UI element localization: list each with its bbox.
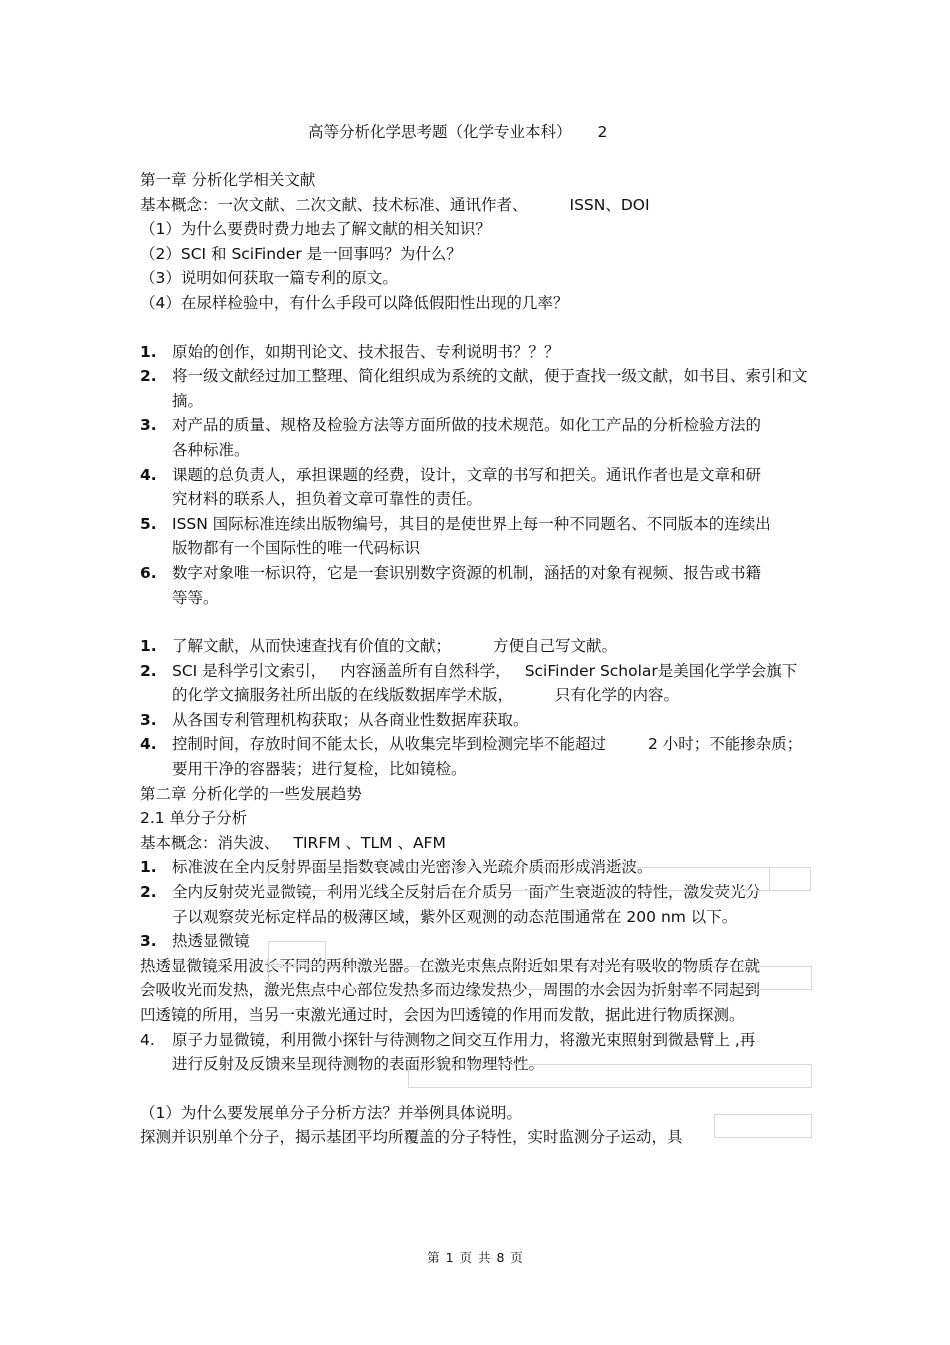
- question-1: （1）为什么要费时费力地去了解文献的相关知识？: [140, 220, 491, 239]
- answer-item: 3. 从各国专利管理机构获取；从各商业性数据库获取。: [140, 710, 529, 729]
- definition-item: 2. 将一级文献经过加工整理、简化组织成为系统的文献，便于查找一级文献，如书目、索引和文摘。: [140, 367, 808, 410]
- question-4: （4）在尿样检验中，有什么手段可以降低假阳性出现的几率？: [140, 293, 569, 312]
- definition-item: 3. 热透显微镜: [140, 932, 250, 951]
- definition-item: 5. ISSN 国际标准连续出版物编号，其目的是使世界上每一种不同题名、不同版本的连续出版物都有一个国际性的唯一代码标识: [140, 514, 771, 558]
- definition-item: 4. 原子力显微镜，利用微小探针与待测物之间交互作用力，将激光束照射到微悬臂上 ,再进行反射及反馈来呈现待测物的表面形貌和物理特性。: [140, 1030, 756, 1074]
- chapter-1-heading: 第一章 分析化学相关文献: [140, 171, 316, 189]
- title-text: 高等分析化学思考题（化学专业本科）: [308, 123, 572, 141]
- definition-item: 2. 全内反射荧光显微镜，利用光线全反射后在介质另一面产生衰逝波的特性，激发荧光分子以观察荧光标定样品的极薄区域，紫外区观测的动态范围通常在 200 nm 以下。: [140, 883, 762, 926]
- definition-item: 1. 标准波在全内反射界面呈指数衰减由光密渗入光疏介质而形成消逝波。: [140, 858, 653, 877]
- answer-item: 2. SCI 是科学引文索引， 内容涵盖所有自然科学， SciFinder Scholar是美国化学学会旗下的化学文摘服务社所出版的在线版数据库学术版， 只有化学的内容。: [140, 661, 798, 705]
- page-footer: 第 1 页 共 8 页: [427, 1250, 523, 1265]
- question-2: （2）SCI 和 SciFinder 是一回事吗？为什么？: [140, 244, 462, 263]
- definition-item: 4. 课题的总负责人，承担课题的经费，设计，文章的书写和把关。通讯作者也是文章和研究材料的联系人，担负着文章可靠性的责任。: [140, 465, 762, 509]
- answer-item: 4. 控制时间，存放时间不能太长，从收集完毕到检测完毕不能超过 2 小时；不能掺杂质；要用干净的容器装；进行复检，比如镜检。: [140, 735, 803, 779]
- chapter-2-answer-1: 探测并识别单个分子，揭示基团平均所覆盖的分子特性，实时监测分子运动，具: [140, 1128, 683, 1147]
- chapter-2-concepts: 基本概念：消失波、 TIRFM 、TLM 、AFM: [140, 833, 446, 852]
- definition-item: 1. 原始的创作，如期刊论文、技术报告、专利说明书？？？: [140, 342, 560, 361]
- definition-item: 6. 数字对象唯一标识符，它是一套识别数字资源的机制，涵括的对象有视频、报告或书籍等等。: [140, 563, 762, 607]
- question-3: （3）说明如何获取一篇专利的原文。: [140, 269, 398, 288]
- definition-item: 3. 对产品的质量、规格及检验方法等方面所做的技术规范。如化工产品的分析检验方法的各种标准。: [140, 416, 762, 459]
- tlm-paragraph: 热透显微镜采用波长不同的两种激光器。在激光束焦点附近如果有对光有吸收的物质存在就会吸收光而发热，激光焦点中心部位发热多而边缘发热少，周围的水会因为折射率不同起到凹透镜的所用，当另一束激光通过时，会因为凹透镜的作用而发散，据此进行物质探测。: [140, 956, 761, 1024]
- section-heading: 2.1 单分子分析: [140, 809, 248, 828]
- chapter-2-heading: 第二章 分析化学的一些发展趋势: [140, 784, 362, 803]
- title-number: 2: [597, 123, 608, 141]
- document-body: [140, 168, 810, 1150]
- page-title: [308, 120, 607, 142]
- chapter-2-question-1: （1）为什么要发展单分子分析方法？并举例具体说明。: [140, 1103, 522, 1122]
- answer-item: 1. 了解文献，从而快速查找有价值的文献； 方便自己写文献。: [140, 637, 618, 656]
- chapter-1-concepts: 基本概念：一次文献、二次文献、技术标准、通讯作者、 ISSN、DOI: [140, 195, 650, 214]
